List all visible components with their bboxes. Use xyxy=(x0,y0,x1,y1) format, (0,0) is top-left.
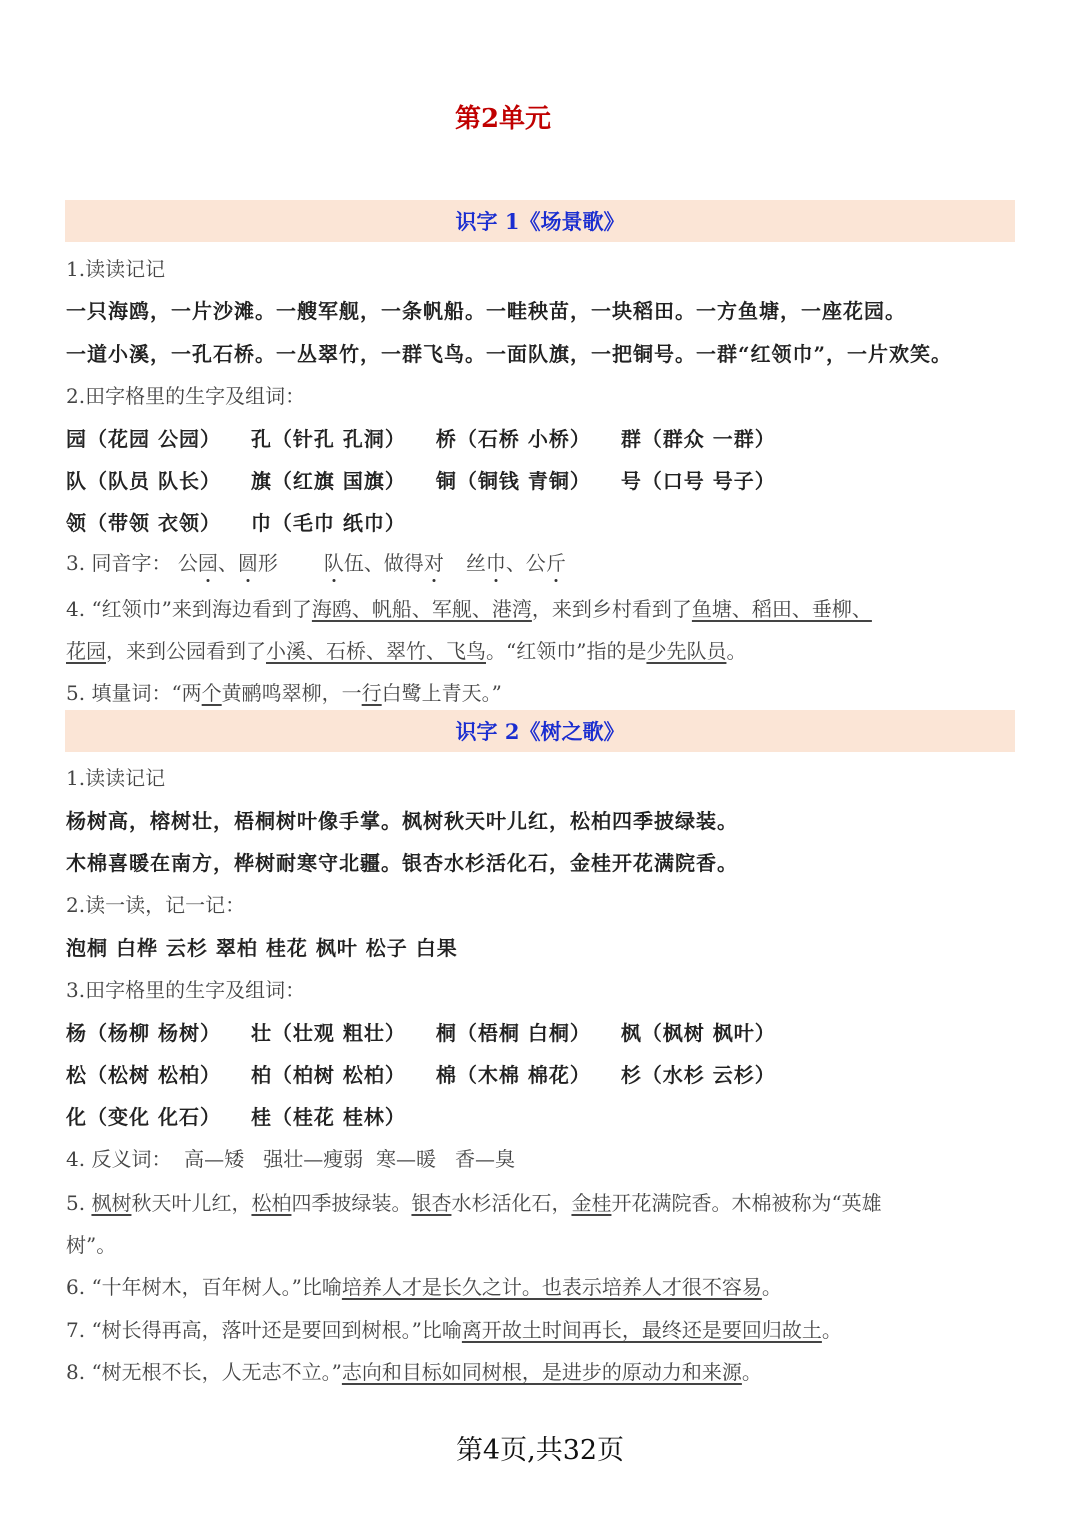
answer-underline: 离开故土时间再长，最终还是要回归故土 xyxy=(461,1318,822,1342)
s2-antonyms: 4. 反义词： 高—矮 强壮—瘦弱 寒—暖 香—臭 xyxy=(66,1147,516,1171)
word-item: 队（队员 队长） xyxy=(66,469,221,493)
answer-underline: 花园 xyxy=(66,639,106,663)
word-item: 杉（水杉 云杉） xyxy=(620,1063,776,1087)
word-item: 松（松树 松柏） xyxy=(66,1063,221,1087)
s2-q7: 7. “树长得再高，落叶还是要回到树根。”比喻离开故土时间再长，最终还是要回归故土。 xyxy=(66,1318,842,1342)
word-item: 群（群众 一群） xyxy=(620,427,776,451)
dotted-char: 圆 xyxy=(237,551,258,575)
s1-read-heading: 1.读读记记 xyxy=(66,257,166,281)
answer-underline: 行 xyxy=(361,681,382,705)
s1-homophones: 3. 同音字： 公园、圆形 队伍、做得对 丝巾、公斤 xyxy=(66,551,566,575)
s2-verse-1: 杨树高，榕树壮，梧桐树叶像手掌。枫树秋天叶儿红，松柏四季披绿装。 xyxy=(66,809,738,833)
s2-words-row-2 xyxy=(66,1059,1016,1088)
s2-read-heading: 1.读读记记 xyxy=(66,766,166,790)
word-item: 铜（铜钱 青铜） xyxy=(435,469,591,493)
section-header-1: 识字 1《场景歌》 xyxy=(65,200,1015,242)
answer-underline: 小溪、石桥、翠竹、飞鸟 xyxy=(266,639,486,663)
answer-underline: 金桂 xyxy=(571,1191,612,1215)
answer-underline: 少先队员 xyxy=(646,639,727,663)
s2-q5-line1: 5. 枫树秋天叶儿红，松柏四季披绿装。银杏水杉活化石，金桂开花满院香。木棉被称为“英雄 xyxy=(66,1191,882,1215)
answer-underline: 银杏 xyxy=(411,1191,452,1215)
s2-words-row-1 xyxy=(66,1017,1016,1046)
word-item: 号（口号 号子） xyxy=(620,469,776,493)
s2-q5-line2: 树”。 xyxy=(66,1233,117,1257)
answer-underline: 松柏 xyxy=(251,1191,292,1215)
word-item: 棉（木棉 棉花） xyxy=(435,1063,591,1087)
word-item: 桂（桂花 桂林） xyxy=(250,1105,406,1129)
word-item: 壮（壮观 粗壮） xyxy=(250,1021,406,1045)
word-item: 领（带领 衣领） xyxy=(66,511,221,535)
answer-underline: 鱼塘、稻田、垂柳、 xyxy=(691,597,872,621)
answer-underline: 个 xyxy=(201,681,222,705)
word-item: 桐（梧桐 白桐） xyxy=(435,1021,591,1045)
s2-readmemo-heading: 2.读一读，记一记： xyxy=(66,893,246,917)
dotted-char: 巾 xyxy=(485,551,506,575)
s2-verse-2: 木棉喜暖在南方，桦树耐寒守北疆。银杏水杉活化石，金桂开花满院香。 xyxy=(66,851,738,875)
s1-verse-2: 一道小溪，一孔石桥。一丛翠竹，一群飞鸟。一面队旗，一把铜号。一群“红领巾”，一片欢笑。 xyxy=(66,342,953,366)
s1-verse-1: 一只海鸥，一片沙滩。一艘军舰，一条帆船。一畦秧苗，一块稻田。一方鱼塘，一座花园。 xyxy=(66,299,906,323)
answer-underline: 海鸥、帆船、军舰、港湾 xyxy=(311,597,532,621)
answer-underline: 枫树 xyxy=(91,1191,132,1215)
s2-q8: 8. “树无根不长，人无志不立。”志向和目标如同树根，是进步的原动力和来源。 xyxy=(66,1360,762,1384)
dotted-char: 队 xyxy=(323,551,344,575)
s1-q4-line2: 花园，来到公园看到了小溪、石桥、翠竹、飞鸟。“红领巾”指的是少先队员。 xyxy=(66,639,747,663)
word-item: 桥（石桥 小桥） xyxy=(435,427,591,451)
page-number: 第4页,共32页 xyxy=(455,1435,625,1466)
word-item: 枫（枫树 枫叶） xyxy=(620,1021,776,1045)
s2-words-heading: 3.田字格里的生字及组词： xyxy=(66,978,306,1002)
section-header-2: 识字 2《树之歌》 xyxy=(65,710,1015,752)
s1-words-row-1 xyxy=(66,423,1016,452)
answer-underline: 志向和目标如同树根，是进步的原动力和来源 xyxy=(341,1360,742,1384)
s2-words-row-3 xyxy=(66,1101,1016,1130)
s1-words-heading: 2.田字格里的生字及组词： xyxy=(66,384,306,408)
dotted-char: 斤 xyxy=(545,551,566,575)
s2-tree-words: 泡桐 白桦 云杉 翠柏 桂花 枫叶 松子 白果 xyxy=(66,936,458,960)
s1-q5: 5. 填量词：“两个黄鹂鸣翠柳，一行白鹭上青天。” xyxy=(66,681,502,705)
s1-words-row-2 xyxy=(66,465,1016,494)
word-item: 化（变化 化石） xyxy=(66,1105,221,1129)
word-item: 园（花园 公园） xyxy=(66,427,221,451)
s1-words-row-3 xyxy=(66,507,1016,536)
unit-title: 第2单元 xyxy=(454,104,552,134)
s1-q4-line1: 4. “红领巾”来到海边看到了海鸥、帆船、军舰、港湾，来到乡村看到了鱼塘、稻田、垂柳、 xyxy=(66,597,872,621)
answer-underline: 培养人才是长久之计。也表示培养人才很不容易 xyxy=(341,1275,762,1299)
dotted-char: 园 xyxy=(197,551,218,575)
word-item: 巾（毛巾 纸巾） xyxy=(250,511,406,535)
word-item: 旗（红旗 国旗） xyxy=(250,469,406,493)
s2-q6: 6. “十年树木，百年树人。”比喻培养人才是长久之计。也表示培养人才很不容易。 xyxy=(66,1275,782,1299)
dotted-char: 对 xyxy=(423,551,444,575)
word-item: 杨（杨柳 杨树） xyxy=(66,1021,221,1045)
word-item: 孔（针孔 孔洞） xyxy=(250,427,406,451)
word-item: 柏（柏树 松柏） xyxy=(250,1063,406,1087)
